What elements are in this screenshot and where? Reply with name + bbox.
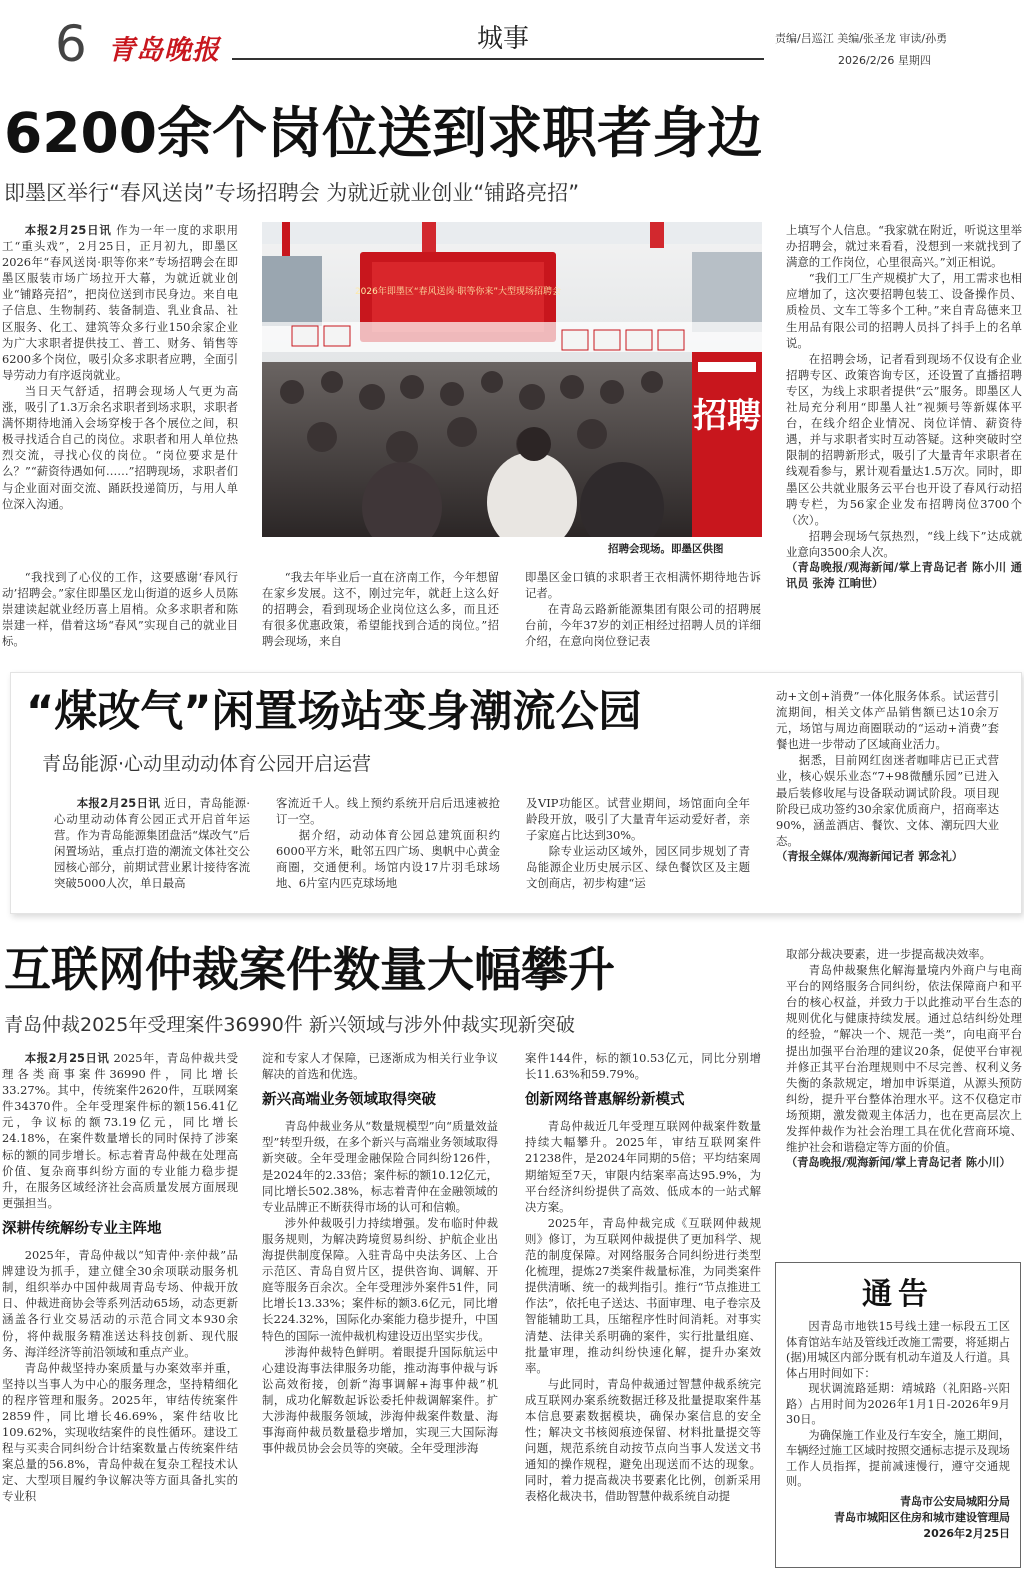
story2-credit: （青报全媒体/观海新闻记者 郭念礼） xyxy=(776,849,963,863)
story2-lead: 本报2月25日讯 xyxy=(76,796,161,810)
notice-box xyxy=(775,1262,1021,1568)
story3-col3-subhead: 创新网络普惠解纷新模式 xyxy=(525,1092,685,1109)
photo-sign-text: 招聘 xyxy=(693,396,761,436)
issue-date: 2026/2/26 星期四 xyxy=(838,54,931,67)
notice-p2: 现状调流路延期：靖城路（礼阳路-兴阳路）占用时间为2026年1月1日-2026年9月30日。 xyxy=(786,1382,1010,1426)
story3-headline: 互联网仲裁案件数量大幅攀升 xyxy=(4,943,615,998)
story2-subheadline: 青岛能源·心动里动动体育公园开启运营 xyxy=(42,753,372,775)
story1-headline: 6200余个岗位送到求职者身边 xyxy=(4,101,763,165)
story1-credit: （青岛晚报/观海新闻/掌上青岛记者 陈小川 通讯员 张涛 江晌世） xyxy=(786,560,1022,590)
story2-headline: “煤改气”闲置场站变身潮流公园 xyxy=(26,687,642,737)
notice-title: 通告 xyxy=(862,1277,934,1312)
story3-col1-subhead: 深耕传统解纷专业主阵地 xyxy=(2,1220,162,1237)
story1-col1: 本报2月25日讯 作为一年一度的求职用工“重头戏”，2月25日，正月初九，即墨区2026年“春风送岗·职等你来”专场招聘会在即墨区服装市场广场拉开大幕，为就近就业创业“铺路亮招”，把岗位送到市民身边。来自电子信息、生物制药、装备制造、乳业食品、社区服务、化工、建筑等众多行业150余家企业为广大求职者提供技工、普工、财务、销售等6200多个岗位，吸引众多求职者应聘，全面引导劳动力有序返岗就业。 当日天气舒适，招聘会现场人气更为高涨，吸引了1.3万余名求职者到场求职，求职者满怀期待地涌入会场穿梭于各个展位之间，积极寻找适合自己的岗位。求职者和用人单位热烈交流，寻找心仪的岗位。“岗位要求是什么？”“薪资待遇如何……”招聘现场，求职者们与企业面对面交流、踊跃投递简历，与用人单位深入沟通。 xyxy=(2,223,238,511)
editors-line: 责编/吕巡江 美编/张圣龙 审读/孙勇 xyxy=(775,32,948,45)
story3-col1: 本报2月25日讯 2025年，青岛仲裁共受理各类商事案件36990件，同比增长33.27%。其中，传统案件2620件，互联网案件34370件。全年受理案件标的额156.41亿元，争议标的额73.19亿元，同比增长24.18%，在案件数量增长的同时保持了涉案标的额的同步增长。标志着青岛仲裁在处理高价值、复杂商事纠纷方面的专业能力稳步提升，在服务区域经济社会高质量发展方面展现更强担当。 深耕传统解纷专业主阵地 2025年，青岛仲裁以“知青仲·亲仲裁”品牌建设为抓手，建立健全30余项联动服务机制，组织举办中国仲裁周青岛专场、仲裁开放日、仲裁进商协会等系列活动65场，动态更新涵盖各行业交易活动的示范合同文本930余份，将仲裁服务精准送达科技创新、现代服务、海洋经济等前沿领域和重点产业。 青岛仲裁坚持办案质量与办案效率并重，坚持以当事人为中心的服务理念，坚持精细化的程序管理和服务。2025年，审结传统案件2859件，同比增长46.69%，案件结收比109.62%，实现收结案件的良性循环。建设工程与买卖合同纠纷合计结案数量占传统案件结案总量的56.8%，青岛仲裁在复杂工程技术认定、大型项目履约争议解决等方面具备扎实的专业积 xyxy=(2,1051,238,1504)
story1-col1-lower: “我找到了心仪的工作，这要感谢‘春风行动’招聘会。”家住即墨区龙山街道的返乡人员陈崇建读起就业经历喜上眉梢。众多求职者和陈崇建一样，借着这场“春风”实现自己的就业目标。 xyxy=(2,570,238,649)
story1-lead: 本报2月25日讯 xyxy=(24,223,112,237)
story3-col2-subhead: 新兴高端业务领域取得突破 xyxy=(262,1092,436,1109)
story3-lead: 本报2月25日讯 xyxy=(24,1051,110,1065)
notice-date: 2026年2月25日 xyxy=(923,1526,1010,1540)
story1-col3: 即墨区金口镇的求职者王衣相满怀期待地告诉记者。 在青岛云路新能源集团有限公司的招聘展台前，今年37岁的刘正相经过招聘人员的详细介绍，在意向岗位登记表 xyxy=(525,570,761,649)
masthead-rule xyxy=(232,58,764,60)
story2-col3: 及VIP功能区。试营业期间，场馆面向全年龄段开放，吸引了大量青年运动爱好者，亲子家庭占比达到30%。 除专业运动区域外，园区同步规划了青岛能源企业历史展示区、绿色餐饮区及主题文创商店，初步构建“运 xyxy=(526,796,750,891)
notice-signatory-2: 青岛市城阳区住房和城市建设管理局 xyxy=(834,1510,1010,1524)
story3-subheadline: 青岛仲裁2025年受理案件36990件 新兴领域与涉外仲裁实现新突破 xyxy=(4,1014,575,1036)
story3-col3: 案件144件，标的额10.53亿元，同比分别增长11.63%和59.79%。 创新网络普惠解纷新模式 青岛仲裁近几年受理互联网仲裁案件数量持续大幅攀升。2025年，审结互联网案件21238件，是2024年同期的5倍；平均结案周期缩短至7天，审限内结案率高达95.9%，为平台经济纠纷提供了高效、低成本的一站式解决方案。 2025年，青岛仲裁完成《互联网仲裁规则》修订，为互联网仲裁提供了更加科学、规范的制度保障。对网络服务合同纠纷进行类型化梳理，提炼27类案件裁量标准，为同类案件提供清晰、统一的裁判指引。推行“节点推进工作法”，依托电子送达、书面审理、电子卷宗及智能辅助工具，压缩程序性时间消耗。对事实清楚、法律关系明确的案件，实行批量组庭、批量审理，推动纠纷快速化解，提升办案效率。 与此同时，青岛仲裁通过智慧仲裁系统完成互联网办案系统数据迁移及批量提取案件基本信息要素数据模块，确保办案信息的安全性；解决文书核阅痕迹保留、材料批量提交等问题，规范系统自动按节点向当事人发送文书通知的操作规程，避免出现送而不达的现象。同时，着力提高裁决书要素化比例，创新采用表格化裁决书，借助智慧仲裁系统自动提 xyxy=(525,1051,761,1504)
notice-p3: 为确保施工作业及行车安全，施工期间，车辆经过施工区域时按照交通标志提示及现场工作人员指挥，提前减速慢行，遵守交通规则。 xyxy=(786,1428,1010,1488)
job-fair-photo xyxy=(262,222,762,537)
story1-subheadline: 即墨区举行“春风送岗”专场招聘会 为就近就业创业“铺路亮招” xyxy=(4,181,580,205)
story2-col1: 本报2月25日讯 近日，青岛能源·心动里动动体育公园正式开启首年运营。作为青岛能源集团盘活“煤改气”后闲置场站，重点打造的潮流文体社交公园核心部分，前期试营业累计接待客流突破5000人次，单日最高 xyxy=(54,796,251,891)
story3-credit: （青岛晚报/观海新闻/掌上青岛记者 陈小川） xyxy=(786,1156,1011,1170)
section-title: 城事 xyxy=(477,24,530,54)
story2-col4: 动+文创+消费”一体化服务体系。试运营引流期间，相关文体产品销售额已达10余万元，场馆与周边商圈联动的“运动+消费”套餐也进一步带动了区域商业活力。 据悉，目前网红囱迷者咖啡店已正式营业，核心娱乐业态“7+98微醺乐园”已进入最后装修收尾与设备联动调试阶段。项目现阶段已成功签约30余家优质商户，招商率达90%，涵盖酒店、餐饮、文体、潮玩四大业态。 （青报全媒体/观海新闻记者 郭念礼） xyxy=(776,689,999,863)
story1-col2: “我去年毕业后一直在济南工作，今年想留在家乡发展。这不，刚过完年，就赶上这么好的招聘会，看到现场企业岗位这么多，而且还有很多优惠政策，希望能找到合适的岗位。”招聘会现场，来自 xyxy=(262,570,499,649)
story1-photo-caption: 招聘会现场。即墨区供图 xyxy=(608,543,724,555)
story1-col4: 上填写个人信息。“我家就在附近，听说这里举办招聘会，就过来看看，没想到一来就找到了满意的工作岗位，心里很高兴。”刘正相说。 “我们工厂生产规模扩大了，用工需求也相应增加了，这次要招聘包装工、设备操作员、质检员、文车工等多个工种。”来自青岛德来卫生用品有限公司的招聘人员抖了抖手上的名单说。 在招聘会场，记者看到现场不仅设有企业招聘专区、政策咨询专区，还设置了直播招聘专区，为线上求职者提供“云”服务。即墨区人社局充分利用“即墨人社”视频号等新媒体平台，在线介绍企业情况、岗位详情、薪资待遇，并与求职者实时互动答疑。这种突破时空限制的招聘新形式，吸引了大量青年求职者在线观看参与，累计观看量达1.5万次。同时，即墨区公共就业服务云平台也开设了春风行动招聘专栏，为56家企业发布招聘岗位3700个（次）。 招聘会现场气氛热烈，“线上线下”达成就业意向3500余人次。 （青岛晚报/观海新闻/掌上青岛记者 陈小川 通讯员 张涛 江晌世） xyxy=(786,223,1022,590)
paper-logo: 青岛晚报 xyxy=(108,35,220,66)
story3-col2: 淀和专家人才保障，已逐渐成为相关行业争议解决的首选和优选。 新兴高端业务领域取得突破 青岛仲裁业务从“数量规模型”向“质量效益型”转型升级，在多个新兴与高端业务领域取得新突破。全年受理金融保险合同纠纷126件，是2024年的2.33倍；案件标的额10.12亿元，同比增长502.38%，标志着青仲在金融领域的专业品牌正不断获得市场的认可和信赖。 涉外仲裁吸引力持续增强。发布临时仲裁服务规则，为解决跨境贸易纠纷、护航企业出海提供制度保障。入驻青岛中央法务区、上合示范区、青岛自贸片区，提供咨询、调解、开庭等服务百余次。全年受理涉外案件51件，同比增长13.33%；案件标的额3.6亿元，同比增长224.32%，国际化办案能力稳步提升，中国特色的国际一流仲裁机构建设迈出坚实步伐。 涉海仲裁特色鲜明。着眼提升国际航运中心建设海事法律服务功能，推动海事仲裁与诉讼高效衔接，创新“海事调解+海事仲裁”机制，成功化解数起诉讼委托仲裁调解案件。扩大涉海仲裁服务领域，涉海仲裁案件数量、海事海商仲裁员数量稳步增加，实现三大国际海事仲裁员协会会员等的突破。全年受理涉海 xyxy=(262,1051,498,1456)
story3-col4: 取部分裁决要素，进一步提高裁决效率。 青岛仲裁聚焦化解海量境内外商户与电商平台的网络服务合同纠纷，依法保障商户和平台的核心权益，并致力于以此推动平台生态的规则优化与健康持续发展。通过总结纠纷处理的经验，“解决一个、规范一类”，向电商平台提出加强平台治理的建议20条，促使平台审视并修正其平台治理规则中不尽完善、权利义务失衡的条款规定，增加申诉渠道，从源头预防纠纷，提升平台整体治理水平。这不仅稳定市场预期，激发微观主体活力，也在更高层次上发挥仲裁作为社会治理工具在优化营商环境、维护社会和谐稳定等方面的价值。 （青岛晚报/观海新闻/掌上青岛记者 陈小川） xyxy=(786,947,1022,1170)
notice-p1: 因青岛市地铁15号线土建一标段五工区体育馆站车站及管线迁改施工需要，将延期占(据)用城区内部分既有机动车道及人行道。具体占用时间如下： xyxy=(786,1320,1010,1380)
page-number: 6 xyxy=(55,15,87,73)
photo-banner-text: 2026年即墨区“春风送岗·职等你来”大型现场招聘会 xyxy=(354,287,562,297)
story2-col2: 客流近千人。线上预约系统开启后迅速被抢订一空。 据介绍，动动体育公园总建筑面积约6000平方米，毗邻五四广场、奥帆中心黄金商圈，交通便利。场馆内设17片羽毛球场地、6片室内匹克球场地 xyxy=(276,796,500,891)
story1-photo xyxy=(262,222,762,537)
notice-signatory-1: 青岛市公安局城阳分局 xyxy=(900,1494,1010,1508)
